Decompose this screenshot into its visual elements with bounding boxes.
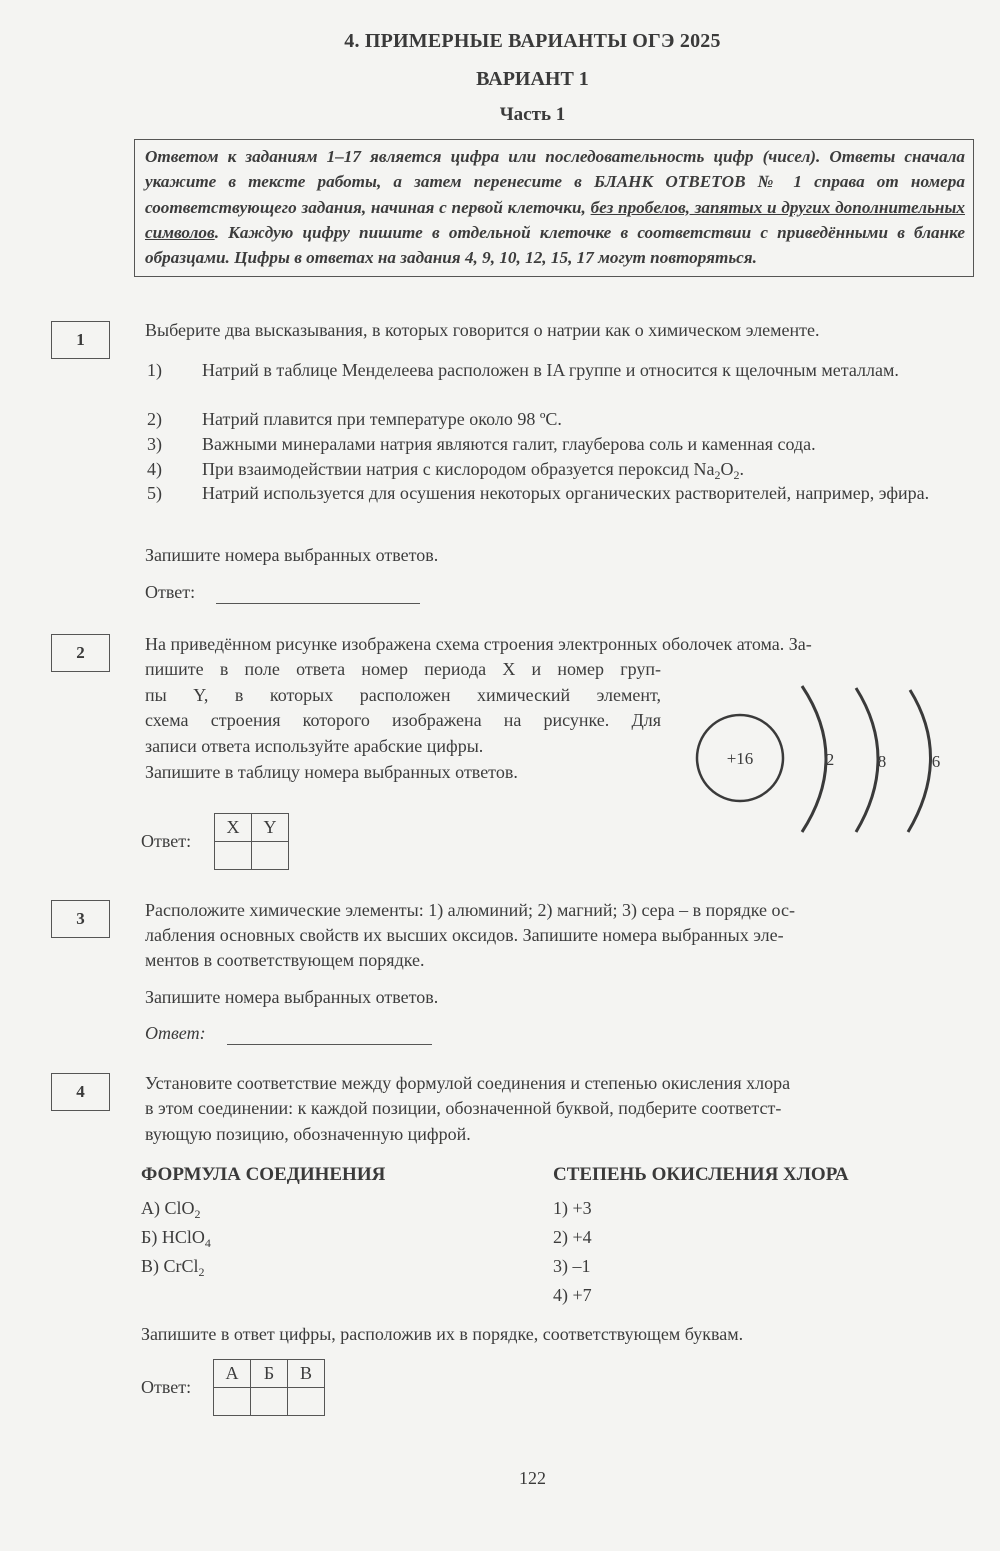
- formula-item: Б) HClO$_4$: [141, 1227, 211, 1250]
- electron-shell-1: [802, 686, 826, 832]
- option-number: 3): [147, 434, 162, 454]
- task1-question: Выберите два высказывания, в которых говорится о натрии как о химическом элементе.: [145, 320, 820, 340]
- task4-line: вующую позицию, обозначенную цифрой.: [145, 1124, 471, 1144]
- task3-line: лабления основных свойств их высших оксидов. Запишите номера выбранных эле-: [145, 925, 784, 945]
- task-number-1: 1: [51, 321, 110, 359]
- task2-line: пы Y, в которых расположен химический элемент,: [145, 685, 661, 705]
- task1-write-prompt: Запишите номера выбранных ответов.: [145, 545, 439, 565]
- option-text: Натрий в таблице Менделеева расположен в IA группе и относится к щелочным металлам.: [202, 360, 899, 380]
- answer-header-v: В: [288, 1360, 325, 1388]
- oxidation-column-header: СТЕПЕНЬ ОКИСЛЕНИЯ ХЛОРА: [553, 1164, 849, 1185]
- answer-cell-b[interactable]: [251, 1388, 288, 1416]
- task3-answer-label: Ответ:: [145, 1023, 206, 1043]
- electron-shell-3: [908, 690, 931, 832]
- task2-line: записи ответа используйте арабские цифры.: [145, 736, 484, 756]
- option-number: 1): [147, 360, 162, 380]
- task2-line: схема строения которого изображена на рисунке. Для: [145, 710, 661, 730]
- task4-line: в этом соединении: к каждой позиции, обозначенной буквой, подберите соответст-: [145, 1098, 782, 1118]
- option-text: Натрий используется для осушения некоторых органических растворителей, например, эфира.: [202, 483, 930, 503]
- task4-write-prompt: Запишите в ответ цифры, расположив их в порядке, соответствующем буквам.: [141, 1324, 744, 1344]
- option-number: 2): [147, 409, 162, 429]
- answer-header-x: X: [215, 814, 252, 842]
- instruction-text: Ответом к заданиям 1–17 является цифра или последовательность цифр (чисел). Ответы сначала укажите в тексте работы, а затем перенесите в БЛАНК ОТВЕТОВ № 1 справа от номера соответствующего задания, начиная с первой клеточки,: [145, 147, 965, 217]
- electron-shell-2: [856, 688, 878, 832]
- answer-header-a: А: [214, 1360, 251, 1388]
- task4-line: Установите соответствие между формулой соединения и степенью окисления хлора: [145, 1073, 791, 1093]
- task3-write-prompt: Запишите номера выбранных ответов.: [145, 987, 439, 1007]
- atom-shell-diagram: [690, 680, 950, 840]
- variant-title: ВАРИАНТ 1: [476, 68, 589, 90]
- page-number: 122: [519, 1468, 546, 1488]
- task1-option: [147, 457, 964, 481]
- task1-option: [147, 481, 964, 529]
- task4-answer-table: [213, 1359, 325, 1416]
- answer-cell-a[interactable]: [214, 1388, 251, 1416]
- task2-line: На приведённом рисунке изображена схема строения электронных оболочек атома. За-: [145, 634, 812, 654]
- part-title: Часть 1: [499, 104, 566, 125]
- task3-line: ментов в соответствующем порядке.: [145, 950, 425, 970]
- instruction-underlined: без пробелов, запятых и других дополнительных символов: [145, 197, 965, 242]
- task2-answer-table: [214, 813, 289, 870]
- task3-answer-field[interactable]: [227, 1044, 432, 1045]
- oxidation-state-item: 4) +7: [553, 1285, 592, 1305]
- task2-write-prompt: Запишите в таблицу номера выбранных ответов.: [145, 762, 518, 782]
- answer-cell-v[interactable]: [288, 1388, 325, 1416]
- option-number: 4): [147, 459, 162, 479]
- oxidation-state-item: 2) +4: [553, 1227, 592, 1247]
- option-text: Важными минералами натрия являются галит, глауберова соль и каменная сода.: [202, 434, 816, 454]
- task1-answer-label: Ответ:: [145, 582, 196, 602]
- task1-answer-field[interactable]: [216, 603, 420, 604]
- answer-header-y: Y: [252, 814, 289, 842]
- task1-option: [147, 358, 964, 406]
- task2-line: пишите в поле ответа номер периода X и номер груп-: [145, 659, 661, 679]
- answer-header-b: Б: [251, 1360, 288, 1388]
- task-number-4: 4: [51, 1073, 110, 1111]
- formula-column-header: ФОРМУЛА СОЕДИНЕНИЯ: [141, 1164, 386, 1185]
- task1-option: [147, 432, 964, 456]
- task2-answer-label: Ответ:: [141, 831, 192, 851]
- task1-option: [147, 407, 964, 431]
- task-number-3: 3: [51, 900, 110, 938]
- instruction-box: [134, 139, 974, 277]
- option-text: При взаимодействии натрия с кислородом образуется пероксид $Na_2O_2$.: [202, 459, 744, 482]
- section-title: 4. ПРИМЕРНЫЕ ВАРИАНТЫ ОГЭ 2025: [344, 30, 721, 52]
- shell-electrons-3: 6: [931, 752, 941, 771]
- task-number-2: 2: [51, 634, 110, 672]
- oxidation-state-item: 1) +3: [553, 1198, 592, 1218]
- option-number: 5): [147, 483, 162, 503]
- formula-item: В) CrCl$_2$: [141, 1256, 205, 1279]
- formula-item: А) ClO$_2$: [141, 1198, 201, 1221]
- instruction-text-end: . Каждую цифру пишите в отдельной клеточке в соответствии с приведёнными в бланке образцами. Цифры в ответах на задания 4, 9, 10, 12, 15, 17 могут повторяться.: [145, 222, 965, 268]
- answer-cell-y[interactable]: [252, 842, 289, 870]
- task3-line: Расположите химические элементы: 1) алюминий; 2) магний; 3) сера – в порядке ос-: [145, 900, 795, 920]
- answer-cell-x[interactable]: [215, 842, 252, 870]
- shell-electrons-1: 2: [825, 750, 835, 769]
- oxidation-state-item: 3) –1: [553, 1256, 591, 1276]
- nucleus-charge: +16: [726, 749, 754, 768]
- task4-answer-label: Ответ:: [141, 1377, 192, 1397]
- shell-electrons-2: 8: [877, 752, 887, 771]
- option-text: Натрий плавится при температуре около 98 ºC.: [202, 409, 562, 429]
